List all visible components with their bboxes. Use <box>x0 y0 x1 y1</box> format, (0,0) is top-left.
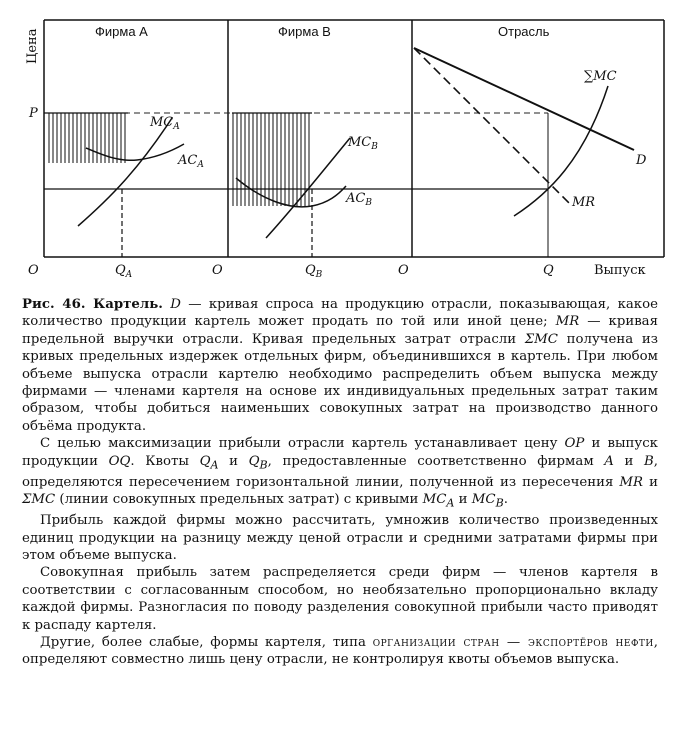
label-d: D <box>636 153 647 168</box>
label-p: P <box>29 106 38 121</box>
firm-a-title: Фирма A <box>95 24 148 39</box>
y-axis-label: Цена <box>25 28 40 64</box>
caption-paragraph-3: Прибыль каждой фирмы можно рассчитать, умножив количество произведенных единиц продукции на разницу между ценой отрасли и средними затратами фирмы при этом объеме выпуска. <box>22 513 658 563</box>
label-mr: MR <box>572 195 596 210</box>
caption-paragraph-1: Рис. 46. Картель. D — кривая спроса на продукцию отрасли, показывающая, какое количество продукции картель может продать по той или иной цене; MR — кривая предельной выручки отрасли. Кривая предельных затрат отрасли ΣMC получена из кривых предельных издержек отдельных фирм, объединившихся в картель. При любом объеме выпуска отрасли картелю необходимо распределить объем выпуска между фирмами — членами картеля на основе их индивидуальных предельных затрат таким образом, чтобы добиться наименьших совокупных затрат на производство данного объёма продукта. <box>22 297 658 434</box>
caption-paragraph-4: Совокупная прибыль затем распределяется среди фирм — членов картеля в соответствии с согласованным способом, но необязательно пропорционально вкладу каждой фирмы. Разногласия по поводу разделения совокупной прибыли часто приводят к распаду картеля. <box>22 565 658 633</box>
demand-curve <box>414 48 634 150</box>
figure-label: Рис. 46. Картель. <box>22 297 163 312</box>
firm-b-title: Фирма B <box>278 24 331 39</box>
label-o-a: O <box>28 263 39 278</box>
caption-text <box>22 296 658 669</box>
cartel-figure <box>0 0 674 290</box>
opec-term: организации стран — экспортёров нефти <box>372 635 654 651</box>
caption-paragraph-5: Другие, более слабые, формы картеля, типа организации стран — экспортёров нефти, определяют совместно лишь цену отрасли, не контролируя квоты объемов выпуска. <box>22 635 659 668</box>
label-qb: $Q_B$ <box>305 263 323 280</box>
label-q: Q <box>543 263 554 278</box>
label-ac-a: $AC_A$ <box>178 153 204 170</box>
caption-paragraph-2: С целью максимизации прибыли отрасли картель устанавливает цену OP и выпуск продукции OQ. Квоты $Q_A$ и $Q_B$, предоставленные соответственно фирмам A и B, определяются пересечением горизонтальной линии, полученной из пересечения MR и ΣMC (линии совокупных предельных затрат) с кривыми $MC_A$ и $MC_B$. <box>22 436 658 510</box>
label-ac-b: $AC_B$ <box>346 191 372 208</box>
label-mc-a: $MC_A$ <box>150 115 180 132</box>
x-axis-label: Выпуск <box>594 263 646 278</box>
label-o-industry: O <box>398 263 409 278</box>
industry-title: Отрасль <box>498 24 550 39</box>
firm-b-profit-area <box>232 113 312 206</box>
mr-curve <box>414 48 570 204</box>
label-mc-b: $MC_B$ <box>348 135 378 152</box>
label-sum-mc: ∑MC <box>584 69 617 84</box>
firm-a-profit-area <box>48 113 128 163</box>
label-qa: $Q_A$ <box>115 263 133 280</box>
label-o-b: O <box>212 263 223 278</box>
